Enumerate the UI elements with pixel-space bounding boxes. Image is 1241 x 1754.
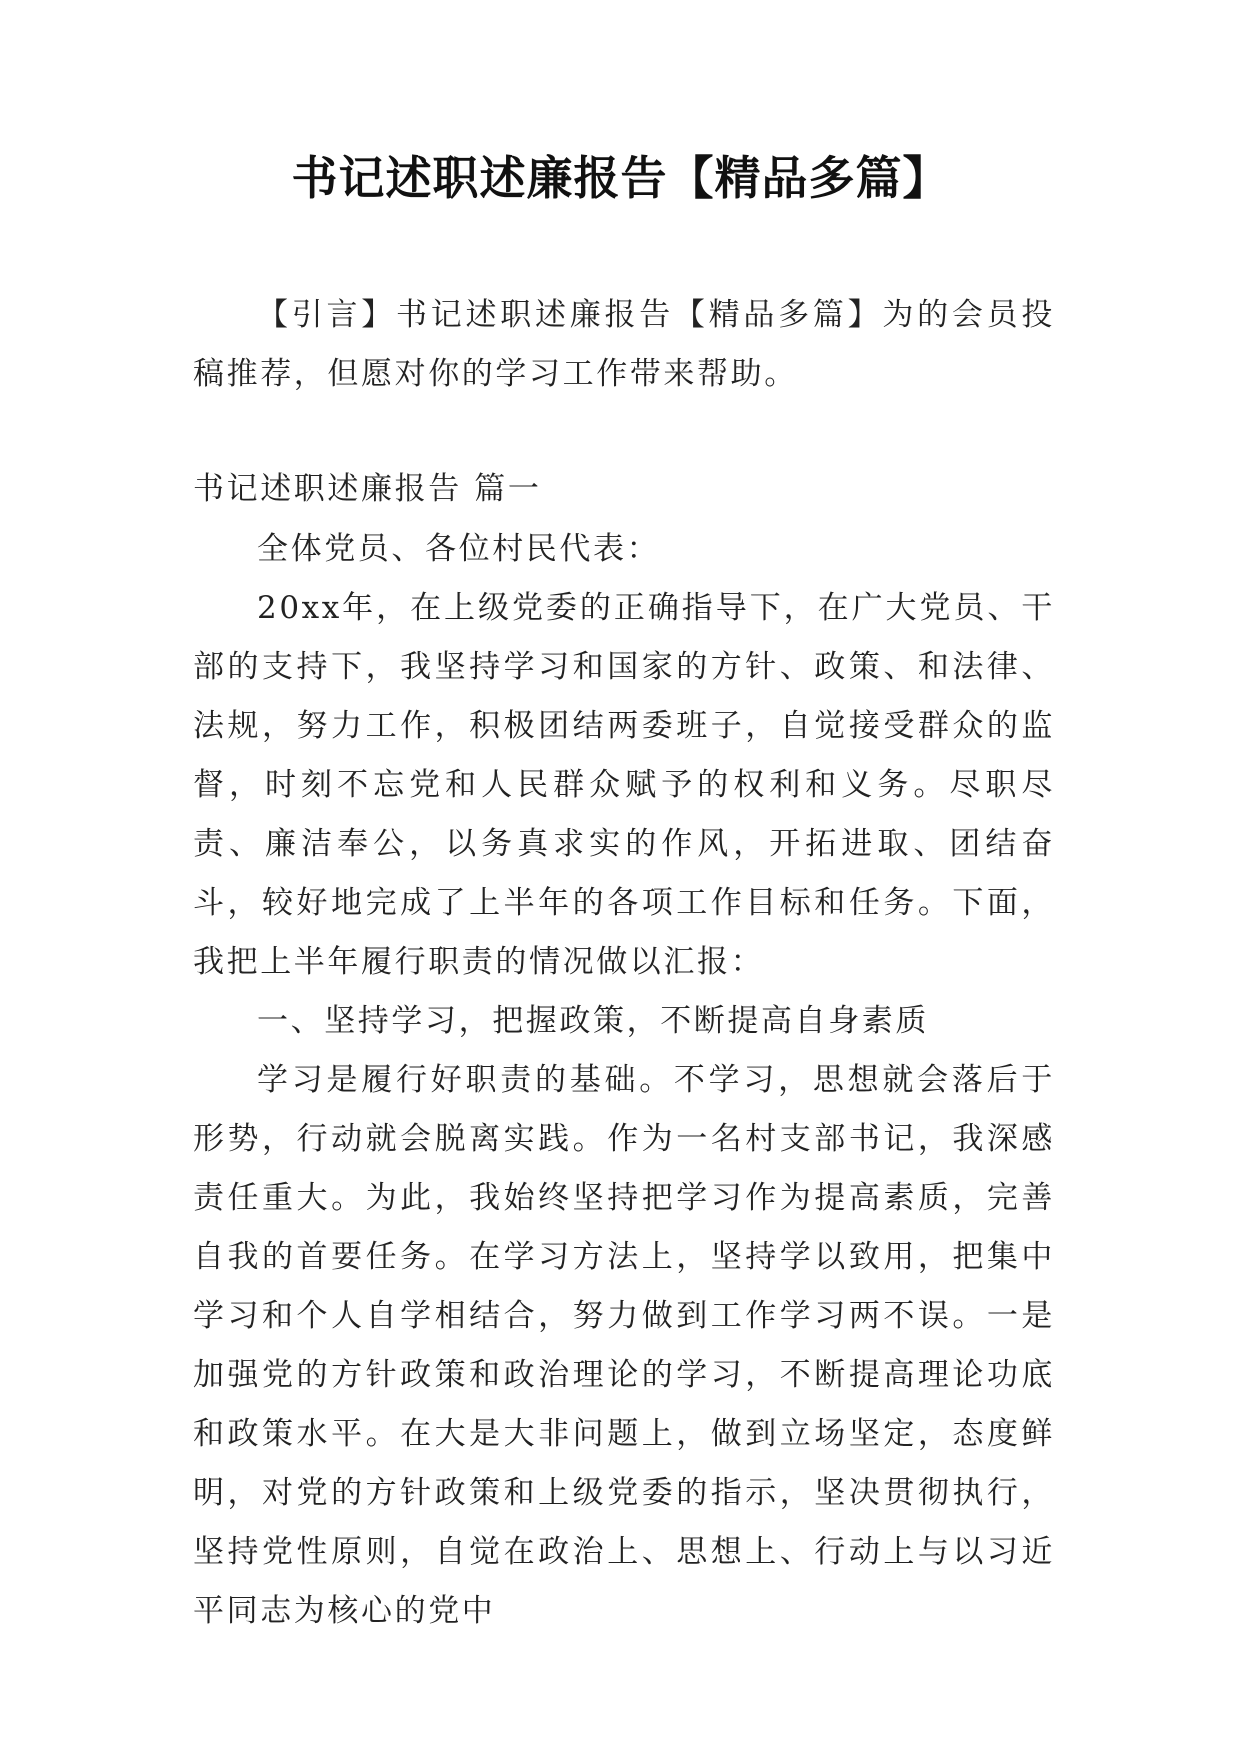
salutation-paragraph: 全体党员、各位村民代表： <box>257 531 661 567</box>
intro-paragraph: 【引言】书记述职述廉报告【精品多篇】为的会员投稿推荐，但愿对你的学习工作带来帮助。 <box>193 297 1055 392</box>
subheading-paragraph: 一、坚持学习，把握政策，不断提高自身素质 <box>257 1003 929 1039</box>
document-title: 书记述职述廉报告【精品多篇】 <box>291 151 950 205</box>
body-paragraph: 学习是履行好职责的基础。不学习，思想就会落后于形势，行动就会脱离实践。作为一名村支部书记，我深感责任重大。为此，我始终坚持把学习作为提高素质，完善自我的首要任务。在学习方法上，坚持学以致用，把集中学习和个人自学相结合，努力做到工作学习两不误。一是加强党的方针政策和政治理论的学习，不断提高理论功底和政策水平。在大是大非问题上，做到立场坚定，态度鲜明，对党的方针政策和上级党委的指示，坚决贯彻执行，坚持党性原则，自觉在政治上、思想上、行动上与以习近平同志为核心的党中 <box>193 1062 1055 1629</box>
body-content <box>193 520 1055 1641</box>
body-paragraph: 20xx年，在上级党委的正确指导下，在广大党员、干部的支持下，我坚持学习和国家的方针、政策、和法律、法规，努力工作，积极团结两委班子，自觉接受群众的监督，时刻不忘党和人民群众赋予的权利和义务。尽职尽责、廉洁奉公，以务真求实的作风，开拓进取、团结奋斗，较好地完成了上半年的各项工作目标和任务。下面，我把上半年履行职责的情况做以汇报： <box>193 590 1055 980</box>
section-heading: 书记述职述廉报告 篇一 <box>193 471 542 507</box>
